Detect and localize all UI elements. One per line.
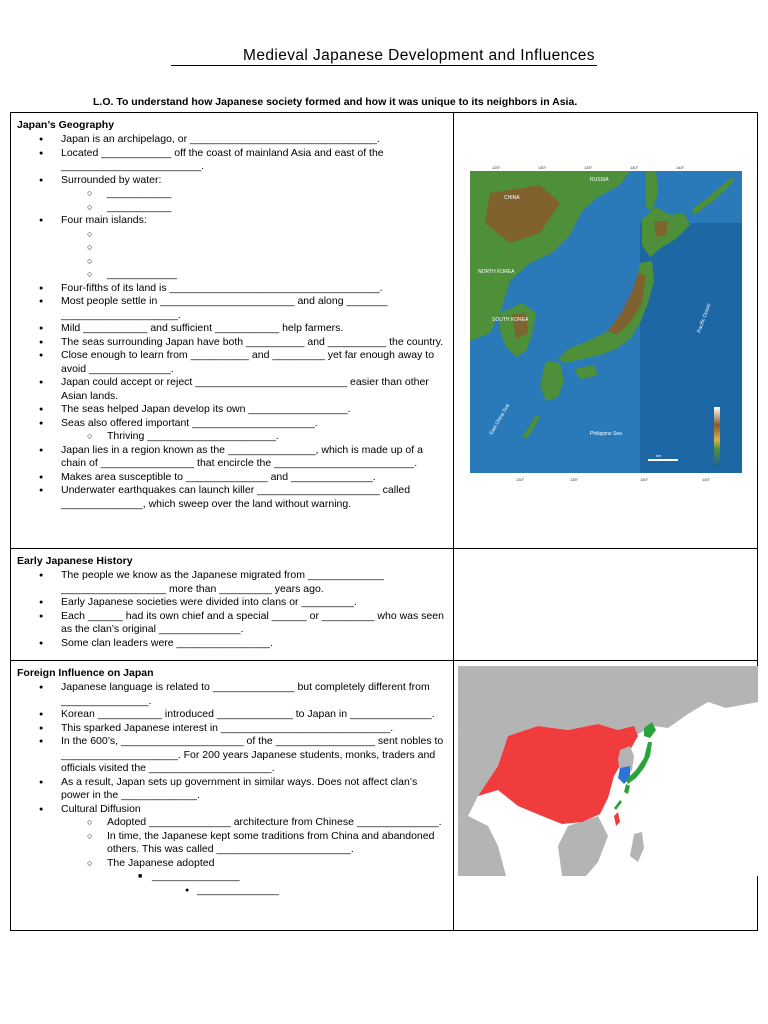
map1-label-russia: RUSSIA <box>590 177 609 183</box>
map1-deep-sea <box>640 223 742 473</box>
list-item: ● As a result, Japan sets up government in similar ways. Does not affect clan’s power in the _____________. <box>11 776 453 803</box>
map1-tick-top: 130° <box>538 165 547 170</box>
list-item: ● Seas also offered important _____________________. <box>11 417 453 431</box>
list-item: ○ The Japanese adopted <box>11 857 453 871</box>
list-item: ● Underwater earthquakes can launch killer _____________________ called ______________, which sweep over the land without warning. <box>11 484 453 511</box>
map1-hokkaido-mountains <box>654 221 668 237</box>
east-asia-map <box>458 666 758 876</box>
list-item: ● Four-fifths of its land is ____________________________________. <box>11 282 453 296</box>
map1-tick-top: 145° <box>676 165 685 170</box>
list-item: ● Each ______ had its own chief and a special ______ or _________ who was seen as the clan’s original ______________. <box>11 610 453 637</box>
geography-list <box>11 133 453 511</box>
list-item <box>11 228 453 242</box>
page-title <box>0 47 768 65</box>
list-item: ● Early Japanese societies were divided into clans or _________. <box>11 596 453 610</box>
list-item: ● The seas helped Japan develop its own _________________. <box>11 403 453 417</box>
map1-tick-bottom: 130° <box>516 477 525 482</box>
list-item: ○ In time, the Japanese kept some traditions from China and abandoned others. This was called _______________________. <box>11 830 453 857</box>
list-item: ● The seas surrounding Japan have both __________ and __________ the country. <box>11 336 453 350</box>
list-item: ● Japan lies in a region known as the _______________, which is made up of a chain of ________________ that encircle the ________________________. <box>11 444 453 471</box>
history-empty-cell <box>453 549 757 661</box>
history-heading: Early Japanese History <box>17 555 133 567</box>
map1-tick-top: 135° <box>584 165 593 170</box>
list-item: ● Cultural Diffusion <box>11 803 453 817</box>
list-item: ● Four main islands: <box>11 214 453 228</box>
list-item: ■ _______________ <box>11 870 453 884</box>
learning-objective: L.O. To understand how Japanese society formed and how it was unique to its neighbors in Asia. <box>93 96 578 108</box>
list-item: ● Korean ___________ introduced _____________ to Japan in ______________. <box>11 708 453 722</box>
map1-label-pacific: Pacific Ocean <box>696 302 713 334</box>
page-title-text: Medieval Japanese Development and Influences <box>171 47 597 66</box>
geography-cell <box>11 113 454 549</box>
foreign-cell <box>11 661 454 931</box>
list-item: ● Makes area susceptible to ______________ and ______________. <box>11 471 453 485</box>
list-item: ● The people we know as the Japanese migrated from _____________ __________________ more than _________ years ago. <box>11 569 453 596</box>
map1-tick-bottom: 140° <box>640 477 649 482</box>
map1-tick-bottom: 145° <box>702 477 711 482</box>
list-item: ● Close enough to learn from __________ and _________ yet far enough away to avoid ______________. <box>11 349 453 376</box>
foreign-list <box>11 681 453 897</box>
list-item <box>11 255 453 269</box>
map1-label-philippine-sea: Philippine Sea <box>590 431 622 437</box>
list-item: ● ______________ <box>11 884 453 898</box>
map1-elevation-legend <box>714 407 720 467</box>
geography-heading: Japan’s Geography <box>17 119 115 131</box>
list-item: ● Some clan leaders were ________________. <box>11 637 453 651</box>
list-item: ○ ____________ <box>11 268 453 282</box>
list-item: ● Surrounded by water: <box>11 174 453 188</box>
list-item: ● Japan could accept or reject __________________________ easier than other Asian lands. <box>11 376 453 403</box>
map1-scale-label: km <box>656 453 662 458</box>
map1-label-north-korea: NORTH KOREA <box>478 269 515 275</box>
history-row <box>11 549 758 661</box>
history-cell <box>11 549 454 661</box>
list-item: ● In the 600’s, _____________________ of the _________________ sent nobles to ____________________. For 200 years Japanese students, monks, traders and officials visited the _____________________. <box>11 735 453 776</box>
map1-tick-bottom: 135° <box>570 477 579 482</box>
foreign-heading: Foreign Influence on Japan <box>17 667 154 679</box>
map1-scale-bar <box>648 459 678 461</box>
list-item: ● Japanese language is related to ______________ but completely different from _______________. <box>11 681 453 708</box>
list-item: ○ Thriving ______________________. <box>11 430 453 444</box>
map1-tick-top: 140° <box>630 165 639 170</box>
map1-tick-top: 125° <box>492 165 501 170</box>
list-item: ● Japan is an archipelago, or ________________________________. <box>11 133 453 147</box>
list-item: ○ ___________ <box>11 201 453 215</box>
list-item: ● This sparked Japanese interest in _____________________________. <box>11 722 453 736</box>
map1-label-east-china-sea: East China Sea <box>488 402 512 436</box>
japan-topographic-map <box>470 163 745 482</box>
map1-label-south-korea: SOUTH KOREA <box>492 317 529 323</box>
list-item: ○ ___________ <box>11 187 453 201</box>
map1-label-china: CHINA <box>504 195 520 201</box>
list-item: ● Located ____________ off the coast of mainland Asia and east of the ________________________. <box>11 147 453 174</box>
history-list <box>11 569 453 650</box>
list-item <box>11 241 453 255</box>
list-item: ○ Adopted ______________ architecture from Chinese ______________. <box>11 816 453 830</box>
list-item: ● Mild ___________ and sufficient ___________ help farmers. <box>11 322 453 336</box>
list-item: ● Most people settle in _______________________ and along _______ ____________________. <box>11 295 453 322</box>
